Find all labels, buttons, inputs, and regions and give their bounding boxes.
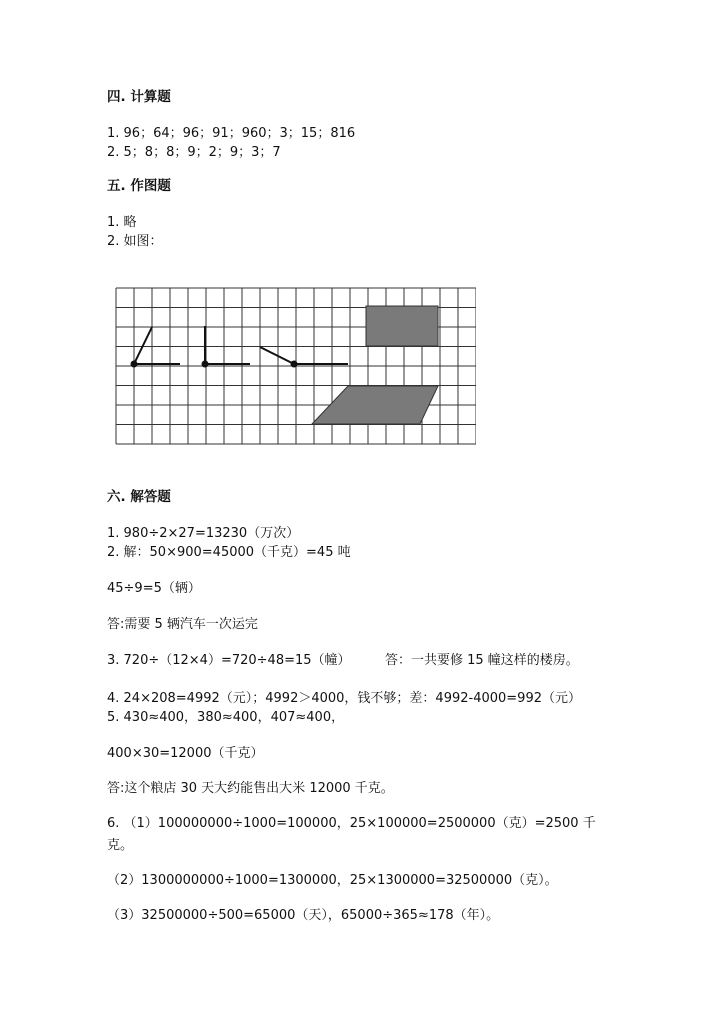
question-5-answer: 答:这个粮店 30 天大约能售出大米 12000 千克。 xyxy=(107,781,394,796)
question-1: 1. 980÷2×27=13230（万次） xyxy=(107,526,300,541)
question-3: 3. 720÷（12×4）=720÷48=15（幢） xyxy=(107,653,351,668)
question-6-part-1: 6. （1）100000000÷1000=100000，25×100000=2500000（克）=2500 千克。 xyxy=(107,816,596,853)
section-4-heading: 四. 计算题 xyxy=(107,89,171,105)
question-2-answer: 答:需要 5 辆汽车一次运完 xyxy=(107,617,258,632)
angle-3 xyxy=(260,347,348,364)
question-5-step: 400×30=12000（千克） xyxy=(107,746,264,761)
angle-1-vertex xyxy=(131,361,138,368)
angle-1 xyxy=(134,327,180,364)
section-5-heading: 五. 作图题 xyxy=(107,178,171,194)
question-2-step: 45÷9=5（辆） xyxy=(107,581,201,596)
parallelogram-shape xyxy=(312,386,438,424)
angle-3-vertex xyxy=(291,361,298,368)
question-6-part-2: （2）1300000000÷1000=1300000，25×1300000=32500000（克）。 xyxy=(107,873,558,888)
section-5-line-1: 1. 略 xyxy=(107,215,137,230)
section-4-line-1: 1. 96；64；96；91；960；3；15；816 xyxy=(107,126,356,141)
question-3-answer: 答：一共要修 15 幢这样的楼房。 xyxy=(385,653,579,668)
angle-2-vertex xyxy=(202,361,209,368)
section-6-heading: 六. 解答题 xyxy=(107,489,171,505)
question-2: 2. 解：50×900=45000（千克）=45 吨 xyxy=(107,545,351,560)
section-5-line-2: 2. 如图： xyxy=(107,234,163,249)
rectangle-shape xyxy=(366,306,438,346)
grid-figure xyxy=(114,286,476,448)
angle-2 xyxy=(205,326,250,364)
question-5: 5. 430≈400，380≈400，407≈400， xyxy=(107,710,345,725)
section-4-line-2: 2. 5；8；8；9；2；9；3；7 xyxy=(107,145,281,160)
question-6-part-3: （3）32500000÷500=65000（天），65000÷365≈178（年）。 xyxy=(107,908,500,923)
question-4: 4. 24×208=4992（元）；4992＞4000，钱不够；差：4992-4000=992（元） xyxy=(107,691,581,706)
